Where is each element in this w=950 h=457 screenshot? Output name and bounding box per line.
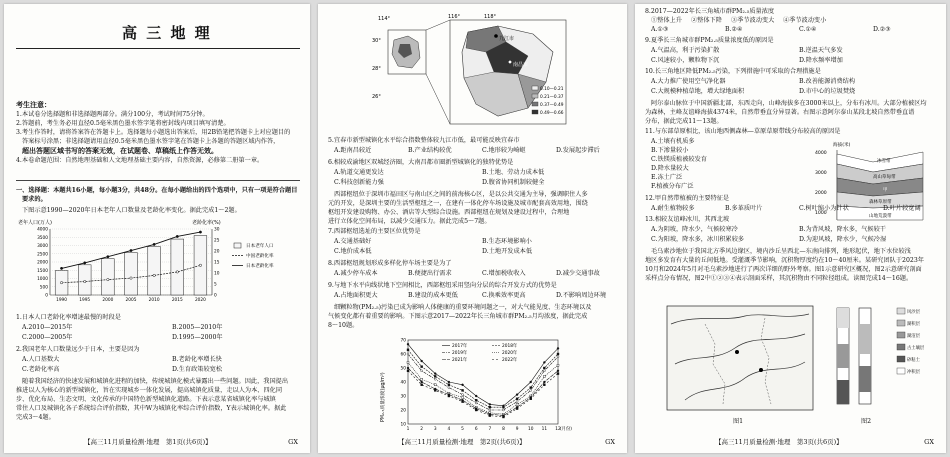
altitude-zone-chart (813, 140, 941, 226)
pm-point (407, 353, 409, 355)
q6-option-b[interactable]: B.土地、劳动力成本低 (482, 169, 545, 176)
chart-point (60, 267, 62, 269)
pm-point (502, 409, 504, 411)
q6-option-d[interactable]: D.腹省协同机制较健全 (482, 179, 545, 186)
q8-option-c[interactable]: C.增加税收收入 (482, 270, 526, 277)
question-11-stem: 11.与东部草原相比，该山地西侧森林—草原草原带线分布较高的原因是 (645, 128, 841, 135)
pm-point (462, 394, 464, 396)
pm-point (516, 408, 518, 410)
notice-line: 答案标号涂黑；非选择题请用直径0.5毫米黑色墨水签字笔在答题卡上各题的答题区域内作答， (22, 138, 280, 145)
pm-point (434, 378, 436, 380)
q8-option-d[interactable]: D.减少交通事故 (556, 270, 600, 277)
q8-option-a[interactable]: A.减少停车成本 (334, 270, 378, 277)
q6-option-c[interactable]: C.科技创新能力强 (334, 179, 384, 186)
pm-point (516, 398, 518, 400)
map-legend-label: 0.21—0.37 (540, 95, 564, 100)
chart-xtick: 2005 (125, 298, 137, 303)
pm-point (407, 367, 409, 369)
pm-legend-label: 2021年 (452, 358, 468, 363)
chart-bar (78, 265, 91, 295)
pm-point (489, 406, 491, 408)
chart-point (84, 280, 86, 282)
pm-point (407, 370, 409, 372)
q1-option-b[interactable]: B.2005—2010年 (172, 324, 223, 331)
chart-xtick: 1990 (56, 298, 68, 303)
q6-option-a[interactable]: A.轨道交通更发达 (334, 169, 384, 176)
q5-option-b[interactable]: B.产业结构较优 (408, 147, 452, 154)
q9-option-d[interactable]: D.降水频率增加 (799, 57, 843, 64)
chart-point (60, 281, 62, 283)
pm-point (462, 396, 464, 398)
page-footer: 【高三11月质量检测·地理 第2页(共6页)】 (398, 438, 526, 446)
pm-point (543, 381, 545, 383)
notice-line: 1.本试卷分选择题和非选择题两部分。满分100分，考试时间75分钟。 (16, 111, 209, 118)
figure-2-section-columns (829, 304, 941, 414)
question-8-stem: 8.西部枢纽规划形成多样化停车场主要是为了 (328, 260, 452, 267)
pm-point (543, 370, 545, 372)
chart-ytick-left: 500 (39, 285, 48, 291)
pm-xtick: 2 (420, 427, 424, 432)
pm-point (434, 375, 436, 377)
pm-point (516, 401, 518, 403)
pm-point (516, 394, 518, 396)
pm-point (475, 409, 477, 411)
pm-legend-label: 2020年 (502, 351, 518, 356)
q10-option-c[interactable]: C.大规模种植草地，增大绿地面积 (651, 88, 745, 95)
pm-point (421, 384, 423, 386)
chart-bar (171, 239, 184, 295)
fig2-legend-label: 湖积层 (907, 322, 920, 327)
page-code: GX (924, 438, 934, 446)
q5-option-a[interactable]: A.距南昌较近 (334, 147, 372, 154)
q1-option-d[interactable]: D.1995—2000年 (172, 334, 223, 341)
pm-point (530, 381, 532, 383)
pm-ylabel: PM₂.₅质量浓度(μg/m³) (381, 372, 386, 422)
pm-legend-label: 2019年 (452, 351, 468, 356)
passage-line: 8～10题。 (328, 322, 359, 329)
pm-series-line (408, 350, 558, 407)
question-12-stem: 12.甲自然带植被的主要特征是 (645, 195, 730, 202)
pm-point (557, 370, 559, 372)
map-legend-label: 0.10—0.21 (540, 87, 564, 92)
city-dot (494, 34, 498, 38)
pm-point (557, 364, 559, 366)
notice-line: 3.考生作答时，请将答案答在答题卡上。选择题每小题选出答案后，用2B铅笔把答题卡上对应题目的 (16, 129, 291, 136)
chart-legend-label: 日本老龄化率 (246, 264, 274, 269)
pm-point (434, 373, 436, 375)
q13-option-d[interactable]: D.为迎风坡，降水少，气候冷湿 (799, 236, 887, 243)
pm-point (557, 353, 559, 355)
pm-point (421, 360, 423, 362)
passage-line: 毛乌素沙地位于我国北方季风边缘区，境内沙丘呈西北—东南向排列，地形起伏，地下水位较浅 (651, 248, 911, 255)
pm-point (462, 384, 464, 386)
title-rule (16, 48, 300, 49)
chart-ytick-right: 20 (214, 249, 220, 255)
question-8-stem: 8.2017—2022年长三角城市群PM₂.₅质量浓度 (645, 8, 775, 15)
page-2 (318, 4, 627, 453)
passage-line: 细颗粒物(PM₂.₅)污染已成为影响人体健康的重要环境问题之一，对大气能见度、生态环境以及 (334, 304, 592, 311)
chart-legend-label: 中国老龄化率 (246, 254, 274, 259)
notice-line: 2.答题前，考生务必用直径0.5毫米黑色墨水签字笔将密封线内项目填写清楚。 (16, 120, 230, 127)
chart-ytick-left: 3000 (37, 244, 48, 250)
pm-point (475, 402, 477, 404)
question-intro: 下图示意1990—2020年日本老年人口数量及老龄化率变化。据此完成1～2题。 (22, 207, 241, 214)
fig2-legend-label: 湖沼层 (907, 334, 920, 339)
q8-option-b[interactable]: B.便捷出行需求 (408, 270, 452, 277)
altitude-tick: 3000 (815, 171, 827, 176)
pm-point (543, 361, 545, 363)
chart-ytick-left: 1000 (37, 277, 48, 283)
passage-line: 阿尔泰山脉位于中国新疆北部，东西走向，山峰海拔多在3000米以上，分布有冰川。大部分植被区均 (651, 100, 927, 107)
q10-option-d[interactable]: D.市中心的垃圾焚烧 (799, 88, 856, 95)
q2-option-c[interactable]: C.老龄化率高 (22, 366, 60, 373)
q5-option-c[interactable]: C.地形较为崎岖 (482, 147, 526, 154)
q12-option-b[interactable]: B.多革质叶片 (725, 205, 763, 212)
pm-xtick: 10 (527, 427, 534, 432)
q5-option-d[interactable]: D.发展起步滞后 (556, 147, 600, 154)
altitude-tick: 4000 (815, 151, 827, 156)
q10-option-b[interactable]: B.改善能源消费结构 (799, 78, 856, 85)
pm-xtick: 11 (541, 427, 548, 432)
page-3 (635, 4, 946, 453)
city-label-nanchang: 南昌市 (513, 62, 529, 68)
pm-xtick: 6 (474, 427, 478, 432)
zone-label: 甲 (883, 188, 888, 193)
q9-option-c[interactable]: C.风速较小，颗粒物下沉 (651, 57, 720, 64)
pm-point (489, 415, 491, 417)
q11-option-c[interactable]: C.铁镁质植被较发育 (651, 156, 707, 163)
pm-ytick: 70 (400, 338, 406, 344)
chart-point (84, 262, 86, 264)
q12-option-d[interactable]: D.叶片较宽阔 (883, 205, 921, 212)
figure-1-label: 图1 (733, 418, 744, 425)
notice-heading: 考生注意： (16, 100, 51, 109)
chart-ytick-right: 0 (214, 293, 217, 299)
map-longitude-label: 114° (378, 16, 391, 22)
chart-point (130, 277, 132, 279)
chart-ytick-right: 10 (214, 271, 220, 277)
question-5-stem: 5.宜春市新型城镇化水平综合指数整体较九江市低，最可能反映宜春市 (328, 137, 520, 144)
chart-ytick-right: 5 (214, 282, 217, 288)
map-legend-label: 0.37—0.49 (540, 103, 564, 108)
pm-point (530, 398, 532, 400)
passage-line: 采样点分布情况，图2中①②③④表示剖面采样，其沉积物由不同粒径组成。读图完成14～16题。 (645, 275, 913, 282)
question-7-stem: 7.西部枢纽选址的主要区位优势是 (328, 228, 421, 235)
q11-option-f[interactable]: F.植被分布广泛 (651, 183, 694, 190)
q10-option-a[interactable]: A.大力推广使用空气净化器 (651, 78, 726, 85)
page-code: GX (605, 438, 615, 446)
q7-option-b[interactable]: B.生态环境影响小 (482, 238, 532, 245)
pm-point (421, 378, 423, 380)
pm-point (543, 367, 545, 369)
pm-point (421, 366, 423, 368)
chart-ylabel-left: 老年人口(万人) (18, 220, 52, 226)
pm-point (557, 373, 559, 375)
q2-option-d[interactable]: D.生育政策较宽松 (172, 366, 223, 373)
passage-line: 元的开发，是深圳主要的生活型枢纽之一，在建有一体化停车场设施及城市配套高效用地，围绕 (328, 200, 588, 207)
pm-point (543, 384, 545, 386)
page-title: 高 三 地 理 (122, 24, 212, 42)
inset-link-line (426, 74, 450, 124)
passage-line: 进行立体化空间布局，以减少交通压力。据此完成5～7题。 (328, 218, 491, 225)
pm-xtick: 1 (406, 427, 410, 432)
pm-series-line (408, 354, 558, 410)
pm-legend-label: 2018年 (502, 344, 518, 349)
zone-label: 冰雪带 (877, 159, 891, 164)
question-6-stem: 6.相较成渝地区双城经济圈，大南昌都市圈新型城镇化的独特优势是 (328, 159, 514, 166)
pm-point (462, 401, 464, 403)
pm-xtick: 7 (488, 427, 492, 432)
city-dot (508, 60, 512, 64)
chart-xtick: 2010 (148, 298, 160, 303)
pm-point (421, 381, 423, 383)
city-label-jiujiang: 九江市 (499, 36, 515, 42)
pm-point (489, 403, 491, 405)
q1-option-a[interactable]: A.2010—2015年 (22, 324, 73, 331)
passage-line: 步、优化布局、生态文明、文化传承的中国特色新型城镇化道路。下表示意某省城镇化率与城镇 (16, 396, 276, 403)
pm-point (407, 343, 409, 345)
chart-xtick: 2020 (194, 298, 206, 303)
chart-ytick-left: 0 (45, 293, 48, 299)
q11-option-a[interactable]: A.土壤有机质多 (651, 138, 695, 145)
altitude-tick: 2000 (815, 191, 827, 196)
q11-option-b[interactable]: B.下渗量较小 (651, 147, 689, 154)
altitude-ylabel: 海拔(米) (833, 143, 851, 148)
pm-point (516, 403, 518, 405)
q8-statement-4: ④季节波动变小 (783, 17, 827, 24)
q12-option-a[interactable]: A.耐生植物较多 (651, 205, 695, 212)
fig2-legend-label: 冲积层 (907, 370, 920, 375)
figure-1-study-area (665, 304, 815, 414)
q9-option-b[interactable]: B.建设的成本更低 (408, 292, 458, 299)
pm-point (530, 387, 532, 389)
page-1 (4, 4, 310, 453)
pm-legend-label: 2022年 (502, 358, 518, 363)
q8-option-b[interactable]: B.②④ (725, 26, 743, 33)
chart-point (153, 243, 155, 245)
question-10-stem: 10.长三角地区降低PM₂.₅污染，下列措施中可采取的合理措施是 (645, 68, 821, 75)
passage-line: 地区多发育有大量的丘间低地。受灌溉季节影响，沉积物厚度约在10～40厘米。某研究团队于2023年 (645, 257, 924, 264)
pm-ytick: 60 (400, 352, 406, 358)
page-code: GX (288, 438, 298, 446)
pm-point (448, 384, 450, 386)
chart-point (199, 264, 201, 266)
chart-bar (101, 259, 114, 295)
passage-line: 推进以人为核心的新型城镇化，旨在实现城乡一体化发展，提高城镇化质量，走以人为本、四化同 (16, 387, 283, 394)
pm-point (421, 370, 423, 372)
passage-line: 分布，据此完成11～13题。 (645, 118, 723, 125)
q13-option-c[interactable]: C.为阳坡，降水多，冰川积累较多 (651, 236, 745, 243)
pm-ytick: 40 (400, 380, 406, 386)
q2-option-a[interactable]: A.人口基数大 (22, 356, 60, 363)
chart-ytick-left: 2000 (37, 260, 48, 266)
question-9-stem: 9.与地下水平向线状地下空间相比，西部枢纽采用竖向分层的综合开发方式的优势是 (328, 282, 557, 289)
q12-option-c[interactable]: C.树叶缩小为针状 (799, 205, 849, 212)
chart-ytick-left: 3500 (37, 235, 48, 241)
q8-option-d[interactable]: D.②③ (873, 26, 891, 33)
passage-line: 完成3～4题。 (16, 414, 55, 421)
q8-statement-3: ③季节波动变大 (731, 17, 775, 24)
chart-xtick: 2000 (102, 298, 114, 303)
q9-option-a[interactable]: A.占地面积更大 (334, 292, 378, 299)
figure-2-label: 图2 (861, 418, 872, 425)
pm-legend-label: 2017年 (452, 344, 468, 349)
chart-point (176, 271, 178, 273)
page-footer: 【高三11月质量检测·地理 第1页(共6页)】 (84, 438, 212, 446)
q8-statement-2: ②整体下降 (691, 17, 722, 24)
pm-point (557, 347, 559, 349)
aging-chart (16, 217, 306, 309)
question-9-stem: 9.夏季长三角城市群PM₂.₅质量浓度低的原因是 (645, 37, 774, 44)
q8-option-a[interactable]: A.①③ (651, 26, 669, 33)
q11-option-d[interactable]: D.降水量较大 (651, 165, 689, 172)
chart-ylabel-right: 老龄化率(%) (192, 220, 221, 226)
q8-option-c[interactable]: C.①④ (799, 26, 817, 33)
chart-point (107, 278, 109, 280)
inset-link-line (426, 20, 450, 30)
passage-line: 枢纽开发建设购物、办公、酒店等大型综合设施。西部枢纽在规划及建设过程中，合理地 (328, 209, 570, 216)
pm-ytick: 30 (400, 394, 406, 400)
chart-point (107, 256, 109, 258)
q8-statement-1: ①整体上升 (651, 17, 682, 24)
chart-ytick-right: 25 (214, 238, 220, 244)
pm-point (448, 395, 450, 397)
passage-line: 常住人口及城镇化各子系统综合评价指数，其中W为城镇化率综合评价指数，Y表示城镇化率。据此 (16, 405, 287, 412)
chart-point (153, 274, 155, 276)
pm-xtick: 12 (555, 427, 561, 432)
chart-xtick: 1995 (79, 298, 91, 303)
chart-legend-label: 日本老年人口 (246, 244, 274, 249)
map-latitude-label: 30° (372, 38, 381, 44)
q13-option-a[interactable]: A.为阴坡，降水少，气候较寒冷 (651, 226, 738, 233)
chart-ytick-right: 30 (214, 227, 220, 233)
map-area-low (464, 72, 528, 116)
pm-point (434, 389, 436, 391)
pm-xtick: 5 (461, 427, 464, 432)
passage-line: 气候变化都有着重要的影响。下图示意2017—2022年长三角城市群PM₂.₅月均浓度，据此完成 (328, 313, 588, 320)
chart-xtick: 2015 (171, 298, 183, 303)
map-latitude-label: 26° (372, 94, 381, 100)
zone-label: 森林草原带 (869, 200, 892, 205)
q9-option-c[interactable]: C.换乘效率更高 (482, 292, 526, 299)
q9-option-b[interactable]: B.逆温天气多发 (799, 47, 843, 54)
pm-point (407, 361, 409, 363)
passage-line: 10月和2024年5月对毛乌素沙地进行了两次详细的野外考察。图1示意研究区概况，图2示意研究剖面 (645, 266, 922, 273)
passage-line: 随着我国经济的快速发展和城镇化进程的加快，传统城镇化模式暴露出一些问题。因此，我国提出 (22, 378, 289, 385)
pm-point (475, 399, 477, 401)
pm-point (530, 389, 532, 391)
notice-line: 4.本卷命题范围：自然地理基础和人文地理基础主要内容，自然资源，必修第二册第一章。 (16, 157, 264, 164)
section-heading: 要求的。 (22, 196, 47, 203)
chart-ytick-right: 15 (214, 260, 220, 266)
zone-label: 高山草甸带 (873, 175, 896, 180)
pm25-line-chart (378, 332, 578, 440)
pm-ytick: 20 (400, 408, 406, 414)
q11-option-e[interactable]: E.冻土广泛 (651, 174, 683, 181)
pm-xtick: 8 (502, 427, 505, 432)
pm-xtick: 9 (515, 427, 519, 432)
chart-legend-swatch (234, 243, 241, 248)
q7-option-a[interactable]: A.交通基础好 (334, 238, 372, 245)
section-heading: 一、选择题：本题共16小题，每小题3分，共48分。在每小题给出的四个选项中，只有一项是符合题目 (16, 187, 298, 194)
pm-point (502, 406, 504, 408)
pm-point (462, 389, 464, 391)
pm-point (502, 416, 504, 418)
page-footer: 【高三11月质量检测·地理 第3页(共6页)】 (715, 438, 843, 446)
question-1-stem: 1.日本人口老龄化率增速最慢的时段是 (16, 314, 121, 321)
map-longitude-label: 118° (484, 14, 497, 20)
passage-line: 为森林，主峰友谊峰海拔4374米，自然带垂直分异显著。右图示意阿尔泰山某段北坡自然带垂直谱 (645, 109, 915, 116)
chart-ytick-left: 4000 (37, 227, 48, 233)
fig2-legend-label: 风沙层 (907, 310, 920, 315)
pm-ytick: 50 (400, 366, 406, 372)
chart-point (199, 231, 201, 233)
pm-point (475, 395, 477, 397)
pm-point (448, 381, 450, 383)
question-2-stem: 2.我国老年人口数量远少于日本，主要是因为 (16, 346, 140, 353)
altitude-tick: 1000 (815, 211, 827, 216)
pm-xtick: 4 (447, 427, 451, 432)
pm-point (434, 384, 436, 386)
q13-option-b[interactable]: B.为背风坡，降水多，气候较干 (799, 226, 886, 233)
map-latitude-label: 28° (372, 66, 381, 72)
pm-ytick: 10 (400, 422, 406, 428)
notice-rule (16, 180, 300, 181)
pm-xtick: 3 (433, 427, 437, 432)
pm-point (489, 409, 491, 411)
zone-label: 山地荒漠带 (869, 214, 892, 219)
q9-option-a[interactable]: A.气温高，利于污染扩散 (651, 47, 720, 54)
chart-ytick-left: 2500 (37, 252, 48, 258)
chart-ytick-left: 1500 (37, 268, 48, 274)
q1-option-c[interactable]: C.2000—2005年 (22, 334, 73, 341)
fig2-legend-label: 砂粘土 (907, 358, 920, 363)
q7-option-c[interactable]: C.地价成本低 (334, 248, 372, 255)
chart-bar (148, 247, 161, 295)
map-longitude-label: 116° (448, 14, 461, 20)
fig2-legend-label: 古土壤层 (907, 346, 925, 351)
map-legend-label: 0.49—0.66 (540, 111, 564, 116)
pm-point (448, 387, 450, 389)
region-map (368, 12, 568, 134)
chart-point (130, 249, 132, 251)
pm-xunit: (月份) (560, 427, 572, 432)
pm-point (407, 349, 409, 351)
pm-series-line (408, 344, 558, 406)
chart-bar (125, 253, 138, 295)
passage-line: 西部枢纽位于深圳市福田区与南山区之间的前海核心区，是以公共交通为主导，强调职住人多 (334, 191, 588, 198)
question-13-stem: 13.相较友谊峰冰川，其西北坡 (645, 216, 730, 223)
chart-point (176, 235, 178, 237)
notice-line: 超出答题区域书写的答案无效，在试题卷、草稿纸上作答无效。 (22, 146, 218, 155)
q2-option-b[interactable]: B.老龄化率增长快 (172, 356, 222, 363)
pm-point (557, 356, 559, 358)
pm-point (543, 375, 545, 377)
q9-option-d[interactable]: D.不影响周边环境 (556, 292, 607, 299)
q7-option-d[interactable]: D.土地开发成本低 (482, 248, 533, 255)
